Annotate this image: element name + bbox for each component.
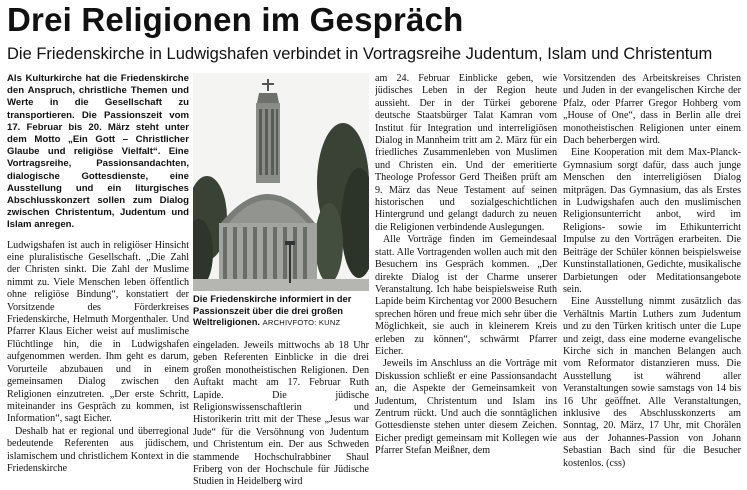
body-paragraph: Ludwigshafen ist auch in religiöser Hinsicht eine pluralistische Gesellschaft. „Die Zahl der Christen sinkt. Die Zahl der Muslime nimmt zu. Viele Menschen leben öffentlich ohne religiöse Bindung“, konstatiert der Vorsitzende des Förderkreises Friedenskirche, Helmuth Morgenthaler. Und Pfarrer Klaus Eicher weist auf muslimische Flüchtlinge hin, die in Ludwigshafen aufgenommen werden. Ihm geht es darum, Vorurteile abzubauen und in einem gemeinsamen Dialog zwischen den Religionen einzutreten. „Der erste Schritt, miteinander ins Gespräch zu kommen, ist Information“, sagt Eicher.: [7, 239, 189, 425]
photo-caption: [193, 293, 369, 329]
church-illustration: [193, 73, 369, 291]
column-1: [7, 73, 189, 490]
body-paragraph: am 24. Februar Einblicke geben, wie jüdisches Leben in der Region heute aussieht. Der in der Türkei geborene deutsche Staatsbürger Talat Kamran vom Institut für Integration und interreligiösen Dialog in Mannheim tritt am 2. März für ein friedliches Zusammenleben von Muslimen und Christen ein. Und der emeritierte Theologe Professor Gerd Theißen prüft am 9. März das Neue Testament auf seinen historischen und sozialgeschichtlichen Hintergrund und gelangt dadurch zu neuen die Religionen verbindende Auslegungen.: [375, 73, 557, 233]
body-paragraph: Deshalb hat er regional und überregional bedeutende Referenten aus jüdischem, islamischem und christlichem Kontext in die Friedenskirche: [7, 425, 189, 474]
church-photo: [193, 73, 369, 291]
body-paragraph: Eine Kooperation mit dem Max-Planck-Gymnasium sorgt dafür, dass auch junge Menschen den interreligiösen Dialog mitprägen. Das Gymnasium, das als Erstes in Ludwigshafen auch den muslimischen Religionsunterricht anbot, wird im Religions- sowie im Ethikunterricht Impulse zu den Vorträgen erarbeiten. Die Beiträge der Schüler können beispielsweise Kunstinstallationen, Gedichte, musikalische Darbietungen oder Meditationsangebote sein.: [563, 147, 741, 295]
photo-caption-text: Die Friedenskirche informiert in der Passionszeit über die drei großen Weltreligionen.: [193, 293, 352, 328]
headline: Drei Religionen im Gespräch: [7, 1, 464, 38]
column-4: [563, 73, 741, 490]
body-paragraph: Eine Ausstellung nimmt zusätzlich das Verhältnis Martin Luthers zum Judentum und zu den Türken kritisch unter die Lupe und zeigt, dass eine moderne evangelische Kirche sich in manchen Belangen auch vom Reformator distanzieren muss. Die Ausstellung ist während aller Veranstaltungen sowie samstags von 14 bis 16 Uhr geöffnet. Alle Veranstaltungen, inklusive des Abschlusskonzerts am Sonntag, 20. März, 17 Uhr, mit Chorälen aus der Johannes-Passion von Johann Sebastian Bach sind für die Besucher kostenlos. (css): [563, 296, 741, 469]
subheadline: Die Friedenskirche in Ludwigshafen verbindet in Vortragsreihe Judentum, Islam und Christentum: [7, 45, 713, 63]
body-paragraph: Vorsitzenden des Arbeitskreises Christen und Juden in der evangelischen Kirche der Pfalz, oder Pfarrer Gregor Hohberg vom „House of One“, dass in Berlin alle drei monotheistischen Religionen unter einem Dach beherbergen wird.: [563, 73, 741, 147]
column-2: [193, 340, 369, 490]
column-3: [375, 73, 557, 490]
body-paragraph: Jeweils im Anschluss an die Vorträge mit Diskussion schließt er eine Passionsandacht an, die Aspekte der Gemeinsamkeit von Judentum, Christentum und Islam ins Zentrum rückt. Und auch die sonntäglichen Gottesdienste stehen unter diesem Zeichen. Eicher predigt gemeinsam mit Kollegen wie Pfarrer Stefan Meißner, dem: [375, 358, 557, 457]
photo-credit: ARCHIVFOTO: KUNZ: [262, 318, 341, 328]
lead-paragraph: Als Kulturkirche hat die Friedenskirche den Anspruch, christliche Themen und Werte in die Gesellschaft zu transportieren. Die Passionszeit vom 17. Februar bis 20. März steht unter dem Motto „Ein Gott – Christlicher Glaube und religiöse Vielfalt“. Eine Vortragsreihe, Passionsandachten, dialogische Gottesdienste, eine Ausstellung und ein liturgisches Abschlusskonzert sollen zum Dialog zwischen Christentum, Judentum und Islam anregen.: [7, 73, 189, 231]
body-paragraph: eingeladen. Jeweils mittwochs ab 18 Uhr geben Referenten Einblicke in die drei großen monotheistischen Religionen. Den Auftakt macht am 17. Februar Ruth Lapide. Die jüdische Religionswissenschaftlerin und Historikerin tritt mit der These „Jesus war Jude“ für die Versöhnung von Judentum und Christentum ein. Der aus Schweden stammende Hochschulrabbiner Shaul Friberg von der Hochschule für Jüdische Studien in Heidelberg wird: [193, 340, 369, 488]
body-paragraph: Alle Vorträge finden im Gemeindesaal statt. Alle Vortragenden wollen auch mit den Besuchern ins Gespräch kommen. „Der direkte Dialog ist der Charme unserer Veranstaltung. Ich habe beispielsweise Ruth Lapide beim Kirchentag vor 2000 Besuchern sprechen hören und freue mich sehr über die Möglichkeit, sie auch in kleinerem Kreis erleben zu können“, schwärmt Pfarrer Eicher.: [375, 234, 557, 357]
